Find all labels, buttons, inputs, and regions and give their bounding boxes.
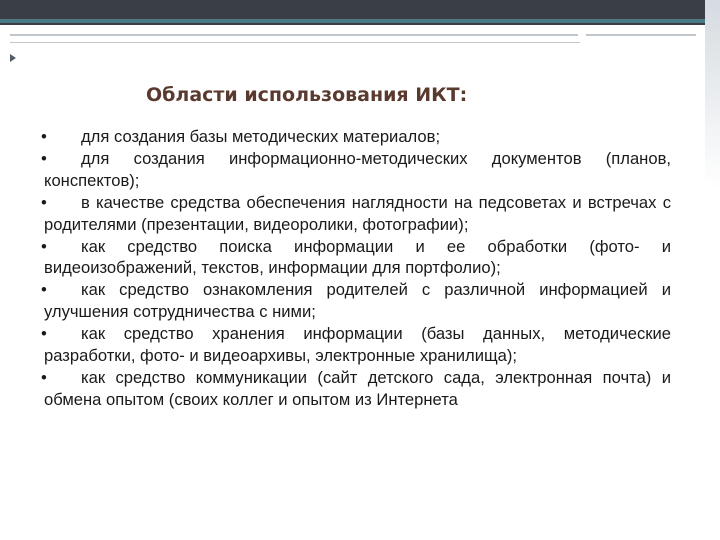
bullet-icon: • (41, 236, 47, 256)
list-item-text: как средство хранения информации (базы данных, методические разработки, фото- и видеоархивы, электронные хранилища); (44, 324, 671, 366)
bullet-icon: • (41, 192, 47, 212)
bullet-icon: • (41, 148, 47, 168)
list-item-text: в качестве средства обеспечения наглядности на педсоветах и встречах с родителями (презентации, видеоролики, фотографии); (44, 192, 671, 234)
slide-title: Области использования ИКТ: (146, 84, 468, 106)
bullet-icon: • (41, 324, 47, 344)
list-item-text: для создания базы методических материалов; (81, 127, 441, 146)
list-item-text: для создания информационно-методических документов (планов, конспектов); (44, 148, 671, 190)
list-item (41, 126, 671, 148)
slide-marker-icon (10, 54, 16, 62)
list-item (41, 367, 671, 411)
list-item (41, 148, 671, 192)
header-bar (0, 0, 705, 25)
list-item (41, 323, 671, 367)
list-item (41, 192, 671, 236)
bullet-list (41, 126, 671, 411)
bullet-icon: • (41, 280, 47, 300)
list-item-text: как средство поиска информации и ее обработки (фото- и видеоизображений, текстов, информации для портфолио); (44, 236, 671, 278)
list-item (41, 279, 671, 323)
bullet-icon: • (41, 127, 47, 146)
divider-line (10, 34, 578, 36)
side-decoration (705, 0, 720, 540)
divider-line-short (586, 34, 696, 36)
list-item (41, 236, 671, 280)
bullet-icon: • (41, 367, 47, 387)
divider-line-thin (10, 42, 580, 43)
list-item-text: как средство ознакомления родителей с различной информацией и улучшения сотрудничества с ними; (44, 280, 671, 322)
list-item-text: как средство коммуникации (сайт детского сада, электронная почта) и обмена опытом (своих коллег и опытом из Интернета (44, 367, 671, 409)
